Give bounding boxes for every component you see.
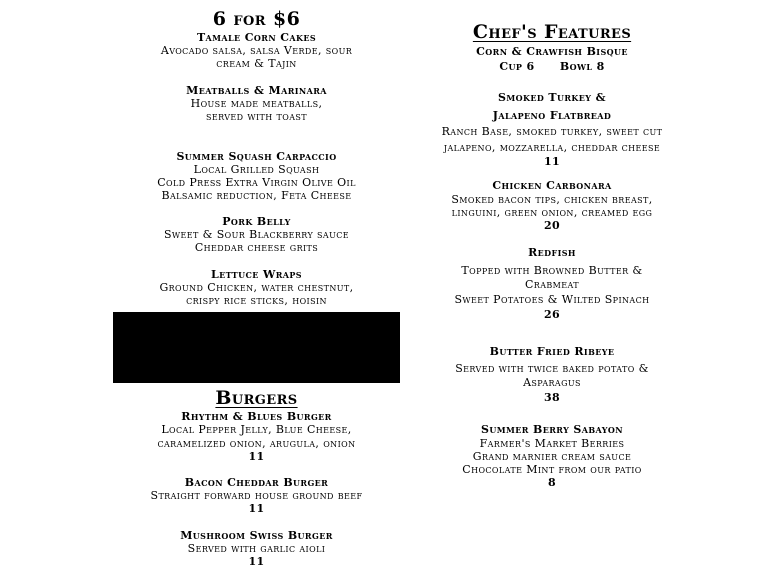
menu-item-description: Farmer's Market Berries [479,437,625,450]
menu-item-name: Redfish [528,246,576,259]
menu-item-price: 38 [543,391,561,404]
menu-item-description: Served with garlic aioli [187,542,326,555]
menu-item-name: Chicken Carbonara [492,179,612,192]
menu-item-name: Pork Belly [222,215,291,228]
menu-item-description: Balsamic reduction, Feta Cheese [161,189,352,202]
menu-item-description: Crabmeat [524,278,579,291]
menu-item-description: Grand marnier cream sauce [472,450,632,463]
menu-item-name: Smoked Turkey & [498,91,606,104]
chefs-features-title: Chef's Features [472,21,632,43]
menu-item-name: Mushroom Swiss Burger [180,529,333,542]
menu-item-price: 11 [543,155,561,168]
menu-item-description: Cold Press Extra Virgin Olive Oil [157,176,356,189]
menu-item-name: Summer Berry Sabayon [481,423,623,436]
menu-item-name: Butter Fried Ribeye [489,345,615,358]
menu-item-name: Tamale Corn Cakes [196,31,317,44]
menu-item-description: cream & Tajin [216,57,297,70]
menu-item-description: Sweet Potatoes & Wilted Spinach [454,293,650,306]
menu-item-description: linguini, green onion, creamed egg [451,206,653,219]
menu-item-description: Served with twice baked potato & [455,362,649,375]
menu-item-name: Jalapeno Flatbread [492,109,612,122]
menu-item-description: jalapeno, mozzarella, cheddar cheese [443,141,661,154]
menu-item-name: Summer Squash Carpaccio [176,150,337,163]
menu-item-description: Local Grilled Squash [193,163,320,176]
menu-item-name: Meatballs & Marinara [186,84,327,97]
menu-item-description: Ranch Base, smoked turkey, sweet cut [441,125,663,138]
menu-item-description: Local Pepper Jelly, Blue Cheese, [161,423,352,436]
menu-item-description: Avocado salsa, salsa Verde, sour [160,44,353,57]
menu-item-description: served with toast [205,110,308,123]
menu-item-price: 26 [543,308,561,321]
menu-item-description: Asparagus [523,376,581,389]
menu-item-price: 11 [248,450,265,463]
menu-item-description: Ground Chicken, water chestnut, [159,281,354,294]
menu-item-description: Topped with Browned Butter & [461,264,643,277]
small-plates-title: 6 for $6 [212,8,301,30]
menu-item-description: Smoked bacon tips, chicken breast, [451,193,653,206]
menu-item-price: 20 [543,219,561,232]
menu-item-price: 8 [547,476,557,489]
menu-item-description: crispy rice sticks, hoisin [186,294,327,307]
menu-item-price: 11 [248,502,265,515]
menu-item-name: Corn & Crawfish Bisque [476,45,628,58]
menu-item-sizes: Cup 6 Bowl 8 [499,60,605,73]
menu-item-description: Cheddar cheese grits [194,241,319,254]
menu-item-description: caramelized onion, arugula, onion [157,437,356,450]
menu-item-price: 11 [248,555,265,568]
menu-item-description: Straight forward house ground beef [150,489,363,502]
menu-item-description: Chocolate Mint from our patio [462,463,642,476]
menu-item-description: Sweet & Sour Blackberry sauce [163,228,350,241]
redacted-block [113,312,400,383]
menu-item-name: Rhythm & Blues Burger [181,410,332,423]
burgers-title: Burgers [215,387,298,409]
menu-item-description: House made meatballs, [190,97,323,110]
menu-item-name: Bacon Cheddar Burger [184,476,329,489]
menu-item-name: Lettuce Wraps [211,268,302,281]
